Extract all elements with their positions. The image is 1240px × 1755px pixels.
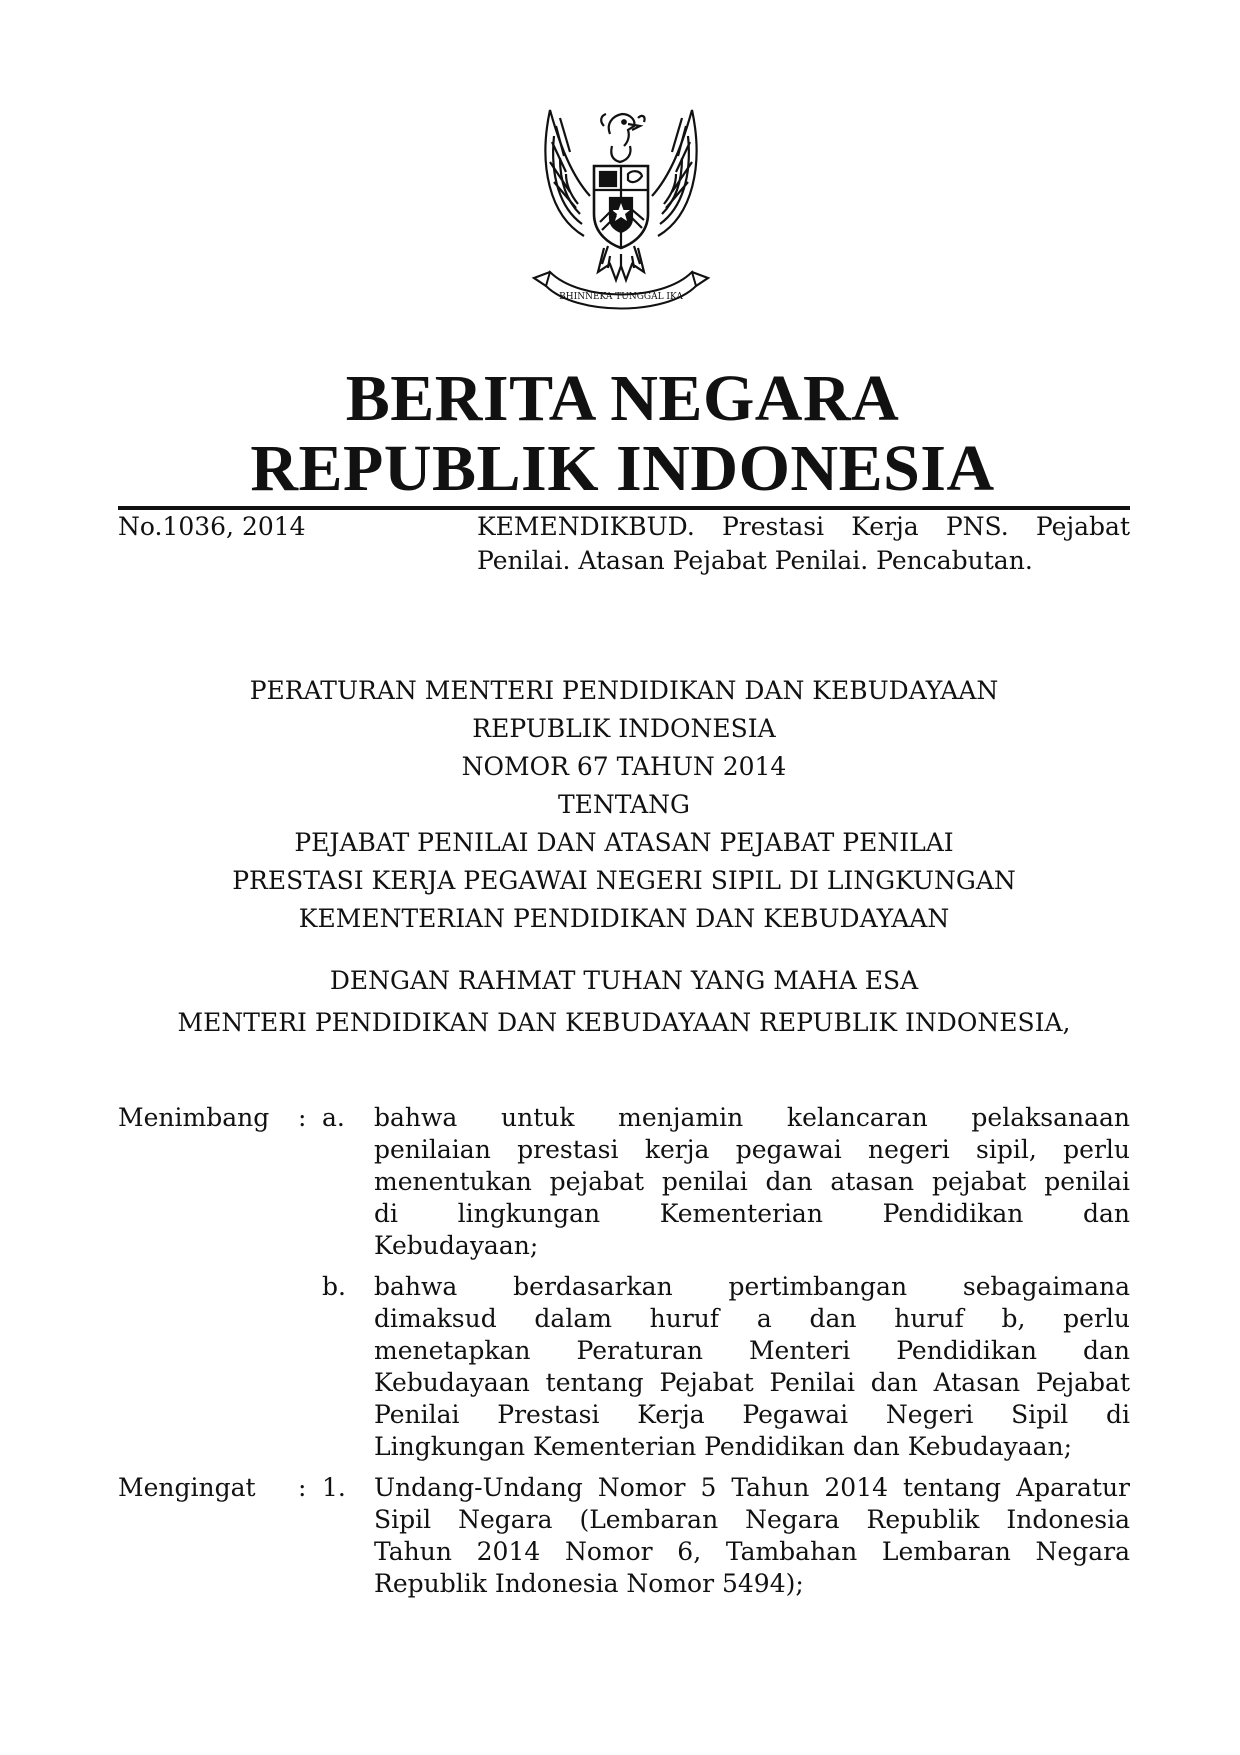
notice-summary — [477, 510, 1130, 578]
item-line: bahwa berdasarkan pertimbangan sebagaimana — [374, 1272, 1130, 1301]
mengingat-colon: : — [298, 1473, 307, 1502]
item-line: Republik Indonesia Nomor 5494); — [374, 1569, 804, 1598]
menimbang-item-a-marker: a. — [322, 1103, 345, 1132]
item-line: Kebudayaan; — [374, 1231, 539, 1260]
regulation-title-line: PERATURAN MENTERI PENDIDIKAN DAN KEBUDAYAAN — [249, 676, 999, 705]
masthead-line-2: REPUBLIK INDONESIA — [250, 432, 995, 505]
item-line: Lingkungan Kementerian Pendidikan dan Kebudayaan; — [374, 1432, 1073, 1461]
regulation-title-line: PRESTASI KERJA PEGAWAI NEGERI SIPIL DI LINGKUNGAN — [232, 866, 1016, 895]
item-line: di lingkungan Kementerian Pendidikan dan — [374, 1199, 1130, 1228]
regulation-title-line: PEJABAT PENILAI DAN ATASAN PEJABAT PENILAI — [294, 828, 954, 857]
garuda-pancasila-emblem — [520, 96, 722, 316]
garuda-icon — [520, 96, 722, 316]
masthead-line-1: BERITA NEGARA — [345, 362, 900, 435]
opening-line: DENGAN RAHMAT TUHAN YANG MAHA ESA — [329, 966, 919, 995]
mengingat-item-1-marker: 1. — [322, 1473, 346, 1502]
item-line: Kebudayaan tentang Pejabat Penilai dan Atasan Pejabat — [374, 1368, 1130, 1397]
notice-number: No.1036, 2014 — [118, 512, 306, 541]
item-line: Undang-Undang Nomor 5 Tahun 2014 tentang Aparatur — [374, 1473, 1130, 1502]
regulation-title-line: KEMENTERIAN PENDIDIKAN DAN KEBUDAYAAN — [298, 904, 950, 933]
menimbang-item-b-marker: b. — [322, 1272, 346, 1301]
regulation-title — [118, 672, 1130, 938]
item-line: menetapkan Peraturan Menteri Pendidikan dan — [374, 1336, 1130, 1365]
item-line: Penilai Prestasi Kerja Pegawai Negeri Sipil di — [374, 1400, 1130, 1429]
opening-line: MENTERI PENDIDIKAN DAN KEBUDAYAAN REPUBLIK INDONESIA, — [177, 1008, 1071, 1037]
item-line: dimaksud dalam huruf a dan huruf b, perlu — [374, 1304, 1130, 1333]
notice-summary-line-1: KEMENDIKBUD. Prestasi Kerja PNS. Pejabat — [477, 512, 1130, 541]
regulation-title-line: TENTANG — [557, 790, 690, 819]
item-line: penilaian prestasi kerja pegawai negeri sipil, perlu — [374, 1135, 1130, 1164]
item-line: menentukan pejabat penilai dan atasan pejabat penilai — [374, 1167, 1130, 1196]
emblem-motto: BHINNEKA TUNGGAL IKA — [559, 292, 683, 302]
menimbang-colon: : — [298, 1103, 307, 1132]
item-line: Sipil Negara (Lembaran Negara Republik Indonesia — [374, 1505, 1130, 1534]
regulation-title-line: NOMOR 67 TAHUN 2014 — [461, 752, 787, 781]
mengingat-item-1 — [374, 1472, 1130, 1600]
item-line: Tahun 2014 Nomor 6, Tambahan Lembaran Negara — [374, 1537, 1130, 1566]
item-line: bahwa untuk menjamin kelancaran pelaksanaan — [374, 1103, 1130, 1132]
menimbang-item-b — [374, 1271, 1130, 1463]
mengingat-label: Mengingat — [118, 1473, 256, 1502]
opening-formula — [118, 960, 1130, 1044]
menimbang-item-a — [374, 1102, 1130, 1262]
notice-summary-line-2: Penilai. Atasan Pejabat Penilai. Pencabutan. — [477, 546, 1033, 575]
menimbang-label: Menimbang — [118, 1103, 270, 1132]
regulation-title-line: REPUBLIK INDONESIA — [472, 714, 776, 743]
